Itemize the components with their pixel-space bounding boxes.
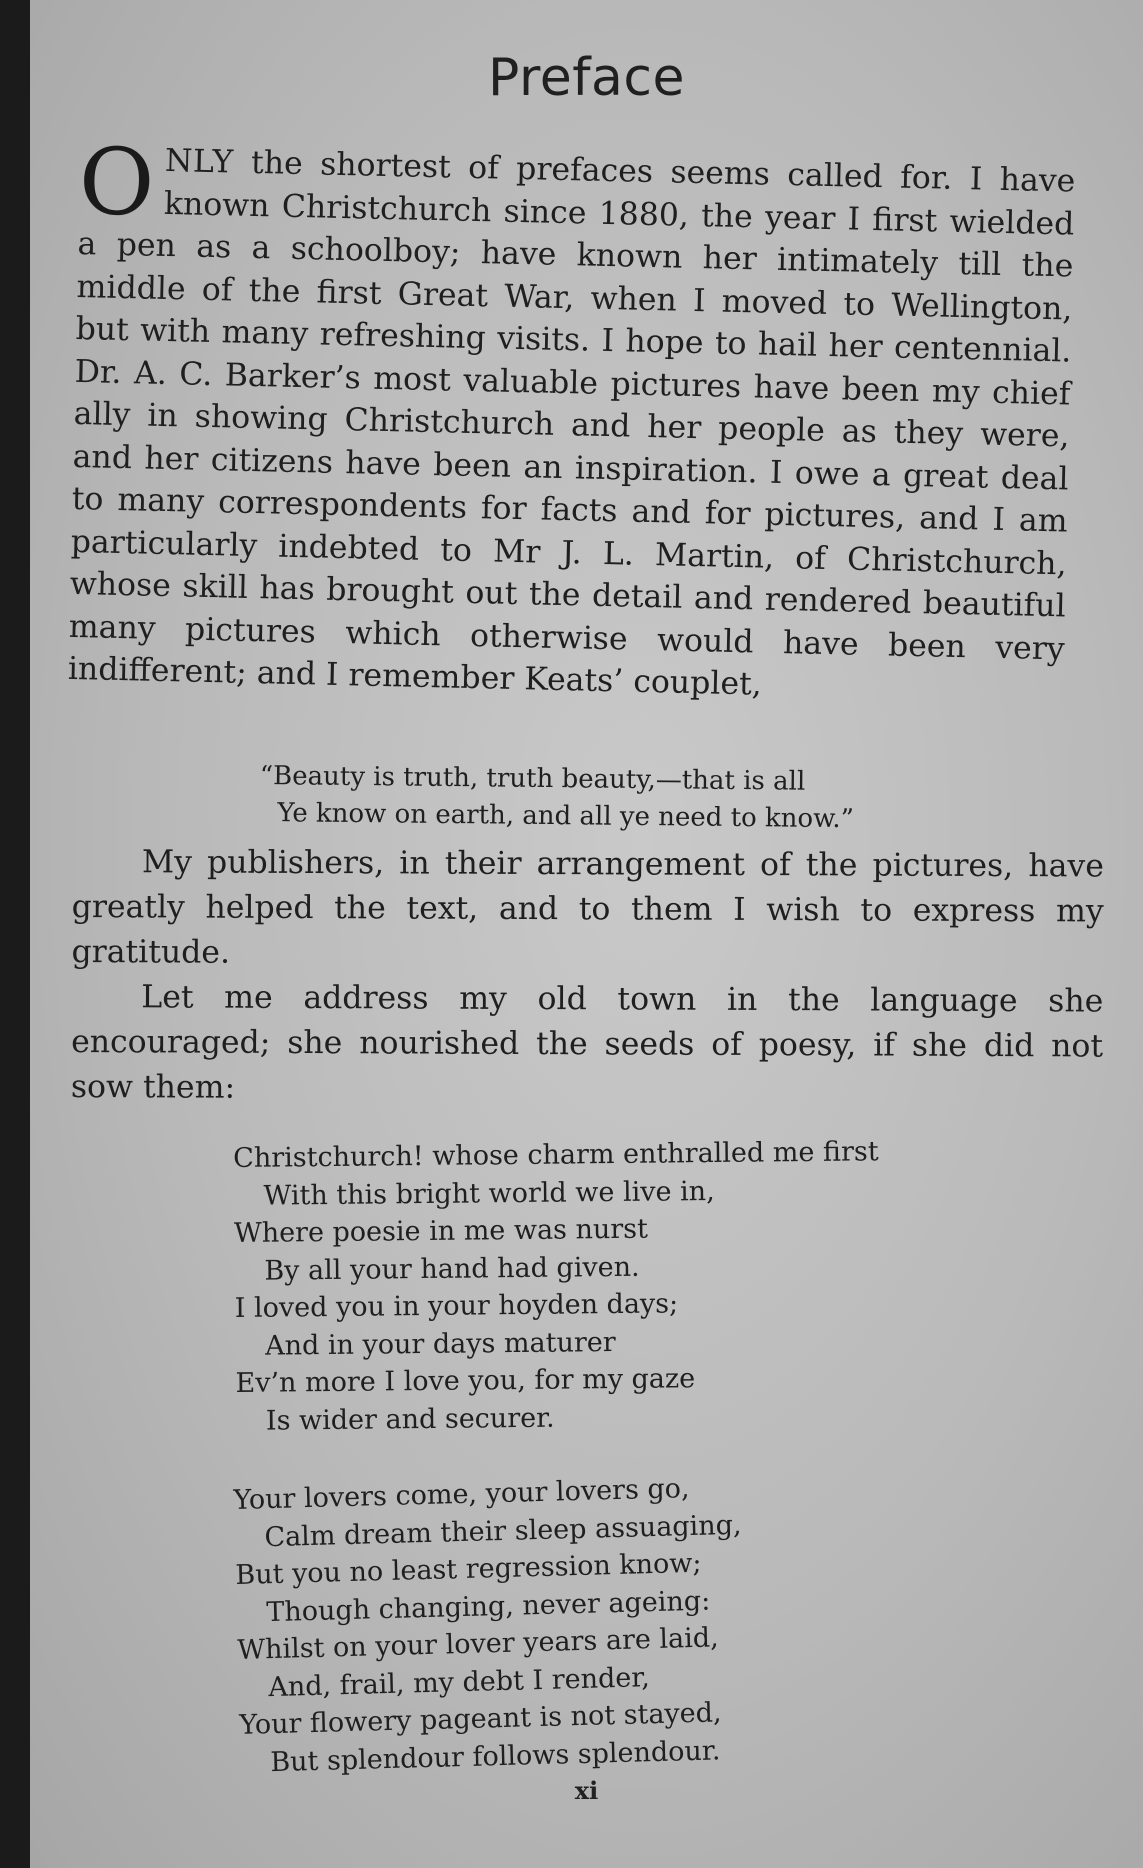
poem-line: Where poesie in me was nurst xyxy=(233,1213,649,1249)
book-page xyxy=(30,0,1143,1868)
first-word-smallcaps: NLY xyxy=(164,142,235,181)
poem-line: But splendour follows splendour. xyxy=(269,1734,721,1778)
poem-line: I loved you in your hoyden days; xyxy=(234,1288,679,1324)
keats-quote xyxy=(259,758,854,838)
quote-line-1: “Beauty is truth, truth beauty,—that is all xyxy=(259,760,806,797)
poem-line: Whilst on your lover years are laid, xyxy=(237,1622,720,1666)
page-number: xi xyxy=(574,1776,599,1805)
poem-line: But you no least regression know; xyxy=(235,1547,702,1591)
poem-line: Is wider and securer. xyxy=(265,1402,555,1437)
poem-line: And in your days maturer xyxy=(264,1326,616,1362)
poem-line: With this bright world we live in, xyxy=(263,1175,715,1212)
preface-paragraphs-2-3 xyxy=(71,840,1104,1115)
paragraph-2: My publishers, in their arrangement of the pictures, have greatly helped the text, and to them I wish to express my gratitude. xyxy=(71,844,1104,971)
paragraph-3: Let me address my old town in the language she encouraged; she nourished the seeds of poesy, if she did not sow them: xyxy=(70,979,1104,1106)
page-title: Preface xyxy=(488,48,685,108)
poem-line: Christchurch! whose charm enthralled me first xyxy=(233,1136,879,1174)
poem-line: Though changing, never ageing: xyxy=(266,1585,711,1628)
quote-line-2: Ye know on earth, and all ye need to know.” xyxy=(277,798,855,835)
poem-stanza-2 xyxy=(233,1469,748,1782)
poem-line: And, frail, my debt I render, xyxy=(267,1661,651,1703)
poem-line: Your lovers come, your lovers go, xyxy=(233,1473,690,1516)
poem-line: By all your hand had given. xyxy=(264,1251,640,1287)
drop-cap: O xyxy=(77,128,156,237)
poem-line: Calm dream their sleep assuaging, xyxy=(264,1509,742,1553)
preface-paragraph-1 xyxy=(67,128,1076,713)
paragraph-1-text: the shortest of prefaces seems called for. I have known Christchurch since 1880, the year I first wielded a pen as a schoolboy; have known her intimately till the middle of the first Great War, when I moved to Wellington, but with many refreshing visits. I hope to hail her centennial. Dr. A. C. Barker’s most valuable pictures have been my chief ally in showing Christchurch and her people as they were, and her citizens have been an inspiration. I owe a great deal to many correspondents for facts and for pictures, and I am particularly indebted to Mr J. L. Martin, of Christchurch, whose skill has brought out the detail and rendered beautiful many pictures which otherwise would have been very indifferent; and I remember Keats’ couplet, xyxy=(67,144,1076,703)
poem-line: Ev’n more I love you, for my gaze xyxy=(235,1363,696,1399)
poem-line: Your flowery pageant is not stayed, xyxy=(238,1697,722,1741)
poem-stanza-1 xyxy=(233,1133,882,1440)
